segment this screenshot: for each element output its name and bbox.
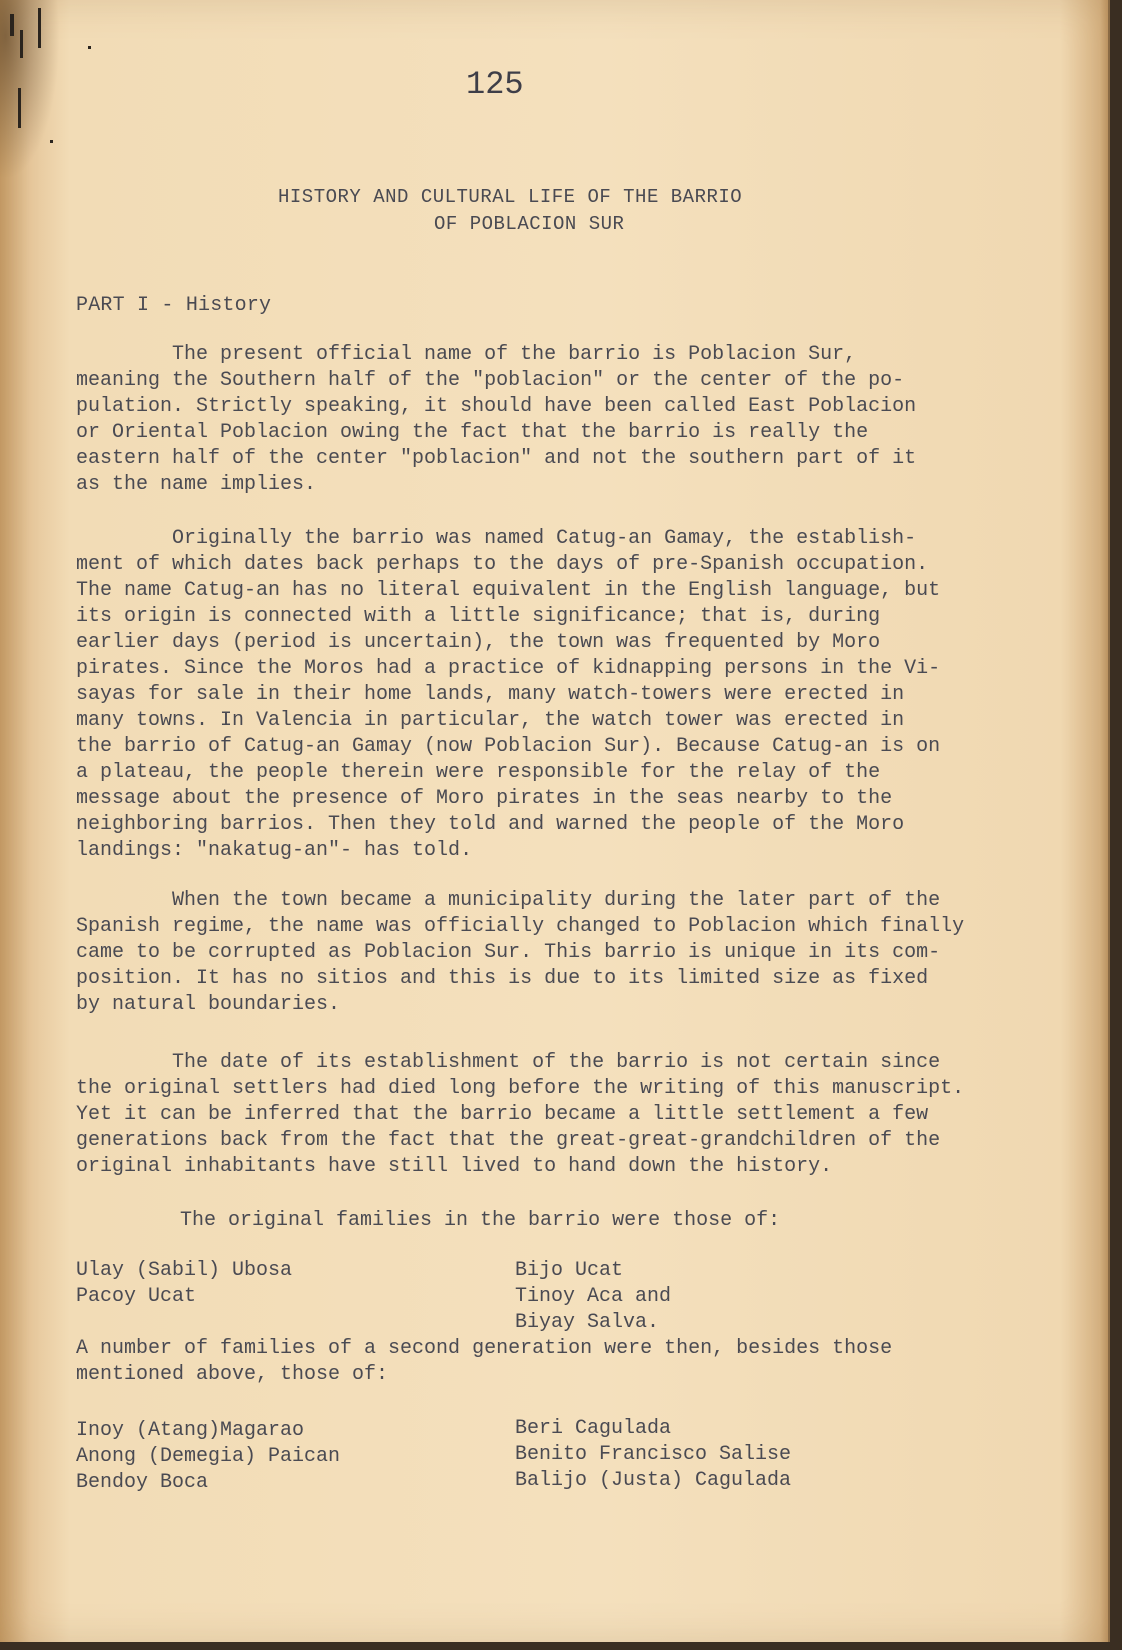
family-name: Inoy (Atang)Magarao: [76, 1419, 305, 1442]
text-line: the original settlers had died long before the writing of this manuscript.: [76, 1077, 965, 1100]
text-line: The present official name of the barrio is Poblacion Sur,: [76, 343, 857, 366]
section-heading: PART I - History: [76, 294, 272, 317]
text-line: original inhabitants have still lived to hand down the history.: [76, 1155, 833, 1178]
ink-mark: [88, 46, 91, 49]
document-title-line2: OF POBLACION SUR: [434, 213, 625, 235]
paragraph-2: [76, 526, 940, 864]
ink-mark: [20, 30, 23, 58]
text-line: message about the presence of Moro pirates in the seas nearby to the: [76, 787, 893, 810]
family-name: Tinoy Aca and: [515, 1285, 672, 1308]
original-families-left: [76, 1258, 292, 1310]
paragraph-4: [76, 1050, 964, 1180]
second-generation-text: [76, 1336, 892, 1388]
family-name: Beri Cagulada: [515, 1417, 672, 1440]
text-line: as the name implies.: [76, 473, 317, 496]
family-name: Anong (Demegia) Paican: [76, 1445, 341, 1468]
families-intro: [180, 1208, 780, 1234]
text-line: eastern half of the center "poblacion" and not the southern part of it: [76, 447, 917, 470]
family-name: Pacoy Ucat: [76, 1285, 197, 1308]
text-line: pulation. Strictly speaking, it should have been called East Poblacion: [76, 395, 917, 418]
second-families-right: [515, 1416, 791, 1494]
original-families-right: [515, 1258, 671, 1336]
text-line: sayas for sale in their home lands, many watch-towers were erected in: [76, 683, 905, 706]
text-line: a plateau, the people therein were responsible for the relay of the: [76, 761, 881, 784]
text-line: by natural boundaries.: [76, 993, 341, 1016]
text-line: many towns. In Valencia in particular, the watch tower was erected in: [76, 709, 905, 732]
paragraph-1: [76, 342, 916, 498]
text-line: pirates. Since the Moros had a practice of kidnapping persons in the Vi-: [76, 657, 941, 680]
text-line: When the town became a municipality during the later part of the: [76, 889, 941, 912]
text-line: its origin is connected with a little significance; that is, during: [76, 605, 881, 628]
family-name: Bendoy Boca: [76, 1471, 209, 1494]
text-line: mentioned above, those of:: [76, 1363, 389, 1386]
text-line: or Oriental Poblacion owing the fact that the barrio is really the: [76, 421, 869, 444]
family-name: Balijo (Justa) Cagulada: [515, 1469, 792, 1492]
text-line: A number of families of a second generation were then, besides those: [76, 1337, 893, 1360]
text-line: position. It has no sitios and this is due to its limited size as fixed: [76, 967, 929, 990]
text-line: Spanish regime, the name was officially changed to Poblacion which finally: [76, 915, 965, 938]
ink-mark: [10, 14, 14, 36]
text-line: ment of which dates back perhaps to the days of pre-Spanish occupation.: [76, 553, 929, 576]
text-line: came to be corrupted as Poblacion Sur. This barrio is unique in its com-: [76, 941, 941, 964]
text-line: neighboring barrios. Then they told and warned the people of the Moro: [76, 813, 905, 836]
ink-mark: [38, 8, 41, 48]
second-families-left: [76, 1418, 340, 1496]
text-line: Yet it can be inferred that the barrio became a little settlement a few: [76, 1103, 929, 1126]
text-line: meaning the Southern half of the "poblacion" or the center of the po-: [76, 369, 905, 392]
text-line: generations back from the fact that the great-great-grandchildren of the: [76, 1129, 941, 1152]
text-line: landings: "nakatug-an"- has told.: [76, 839, 473, 862]
ink-mark: [18, 88, 21, 128]
text-line: the barrio of Catug-an Gamay (now Poblacion Sur). Because Catug-an is on: [76, 735, 941, 758]
document-title-line1: HISTORY AND CULTURAL LIFE OF THE BARRIO: [278, 186, 743, 208]
page-number: 125: [466, 66, 524, 103]
family-name: Biyay Salva.: [515, 1311, 660, 1334]
ink-mark: [50, 140, 53, 143]
family-name: Bijo Ucat: [515, 1259, 624, 1282]
text-line: Originally the barrio was named Catug-an Gamay, the establish-: [76, 527, 917, 550]
paragraph-3: [76, 888, 964, 1018]
family-name: Benito Francisco Salise: [515, 1443, 792, 1466]
text-line: The name Catug-an has no literal equivalent in the English language, but: [76, 579, 941, 602]
family-name: Ulay (Sabil) Ubosa: [76, 1259, 293, 1282]
text-line: The date of its establishment of the barrio is not certain since: [76, 1051, 941, 1074]
edge-stain: [0, 0, 60, 180]
text-line: The original families in the barrio were those of:: [180, 1209, 781, 1232]
text-line: earlier days (period is uncertain), the town was frequented by Moro: [76, 631, 881, 654]
